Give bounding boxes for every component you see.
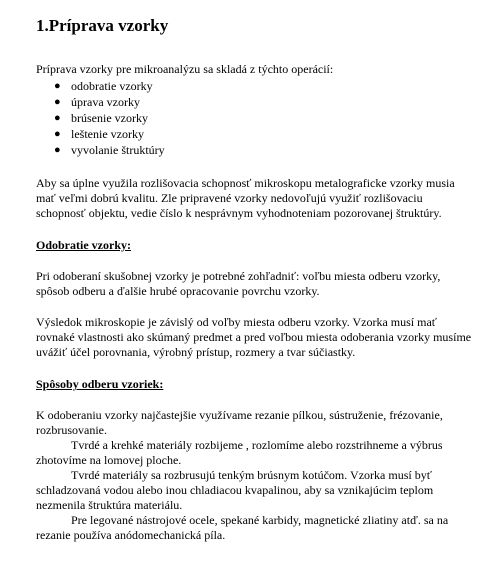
odobratie-paragraph-2: Výsledok mikroskopie je závislý od voľby miesta odberu vzorky. Vzorka musí mať rovnaké vlastnosti ako skúmaný predmet a pred voľbou miesta odoberania vzorky musíme uvážiť účel porovnania, výrobný prístup, rozmery a tvar súčiastky. (36, 315, 472, 359)
operations-list (36, 79, 473, 159)
resolution-paragraph: Aby sa úplne využila rozlišovacia schopnosť mikroskopu metalograficke vzorky musia mať veľmi dobrú kvalitu. Zle pripravené vzorky nedovoľujú využiť rozlišovaciu schopnosť objektu, vedie číslo k nesprávnym vyhodnoteniam pozorovanej štruktúry. (36, 176, 455, 220)
sposoby-paragraph-4: Pre legované nástrojové ocele, spekané karbidy, magnetické zliatiny atď. sa na rezanie používa anódomechanická píla. (36, 513, 449, 542)
sposoby-paragraph-2: Tvrdé a krehké materiály rozbijeme , rozlomíme alebo rozstrihneme a výbrus zhotovíme na lomovej ploche. (36, 438, 443, 467)
list-item: ● odobratie vzorky (54, 79, 153, 93)
bullet-icon: ● (54, 144, 61, 156)
bullet-icon: ● (54, 128, 61, 140)
intro-paragraph: Príprava vzorky pre mikroanalýzu sa skladá z týchto operácií: (36, 62, 334, 76)
list-item: ● vyvolanie štruktúry (54, 143, 165, 157)
bullet-icon: ● (54, 80, 61, 92)
list-item: ● leštenie vzorky (54, 127, 144, 141)
section-heading-sposoby: Spôsoby odberu vzoriek: (36, 377, 164, 391)
section-heading-odobratie: Odobratie vzorky: (36, 238, 131, 252)
bullet-icon: ● (54, 112, 61, 124)
sposoby-paragraph-3: Tvrdé materiály sa rozbrusujú tenkým brúsnym kotúčom. Vzorka musí byť schladzovaná vodou alebo inou chladiacou kvapalinou, aby sa vznikajúcim teplom nezmenila štruktúra materiálu. (36, 468, 434, 512)
odobratie-paragraph-1: Pri odoberaní skušobnej vzorky je potrebné zohľadniť: voľbu miesta odberu vzorky, spôsob odberu a ďalšie hrubé opracovanie povrchu vzorky. (36, 269, 441, 298)
list-item: ● brúsenie vzorky (54, 111, 148, 125)
list-item: ● úprava vzorky (54, 95, 140, 109)
sposoby-paragraph-1: K odoberaniu vzorky najčastejšie využívame rezanie pílkou, sústruženie, frézovanie, rozbrusovanie. (36, 408, 443, 437)
document-title: 1.Príprava vzorky (36, 16, 169, 35)
bullet-icon: ● (54, 96, 61, 108)
